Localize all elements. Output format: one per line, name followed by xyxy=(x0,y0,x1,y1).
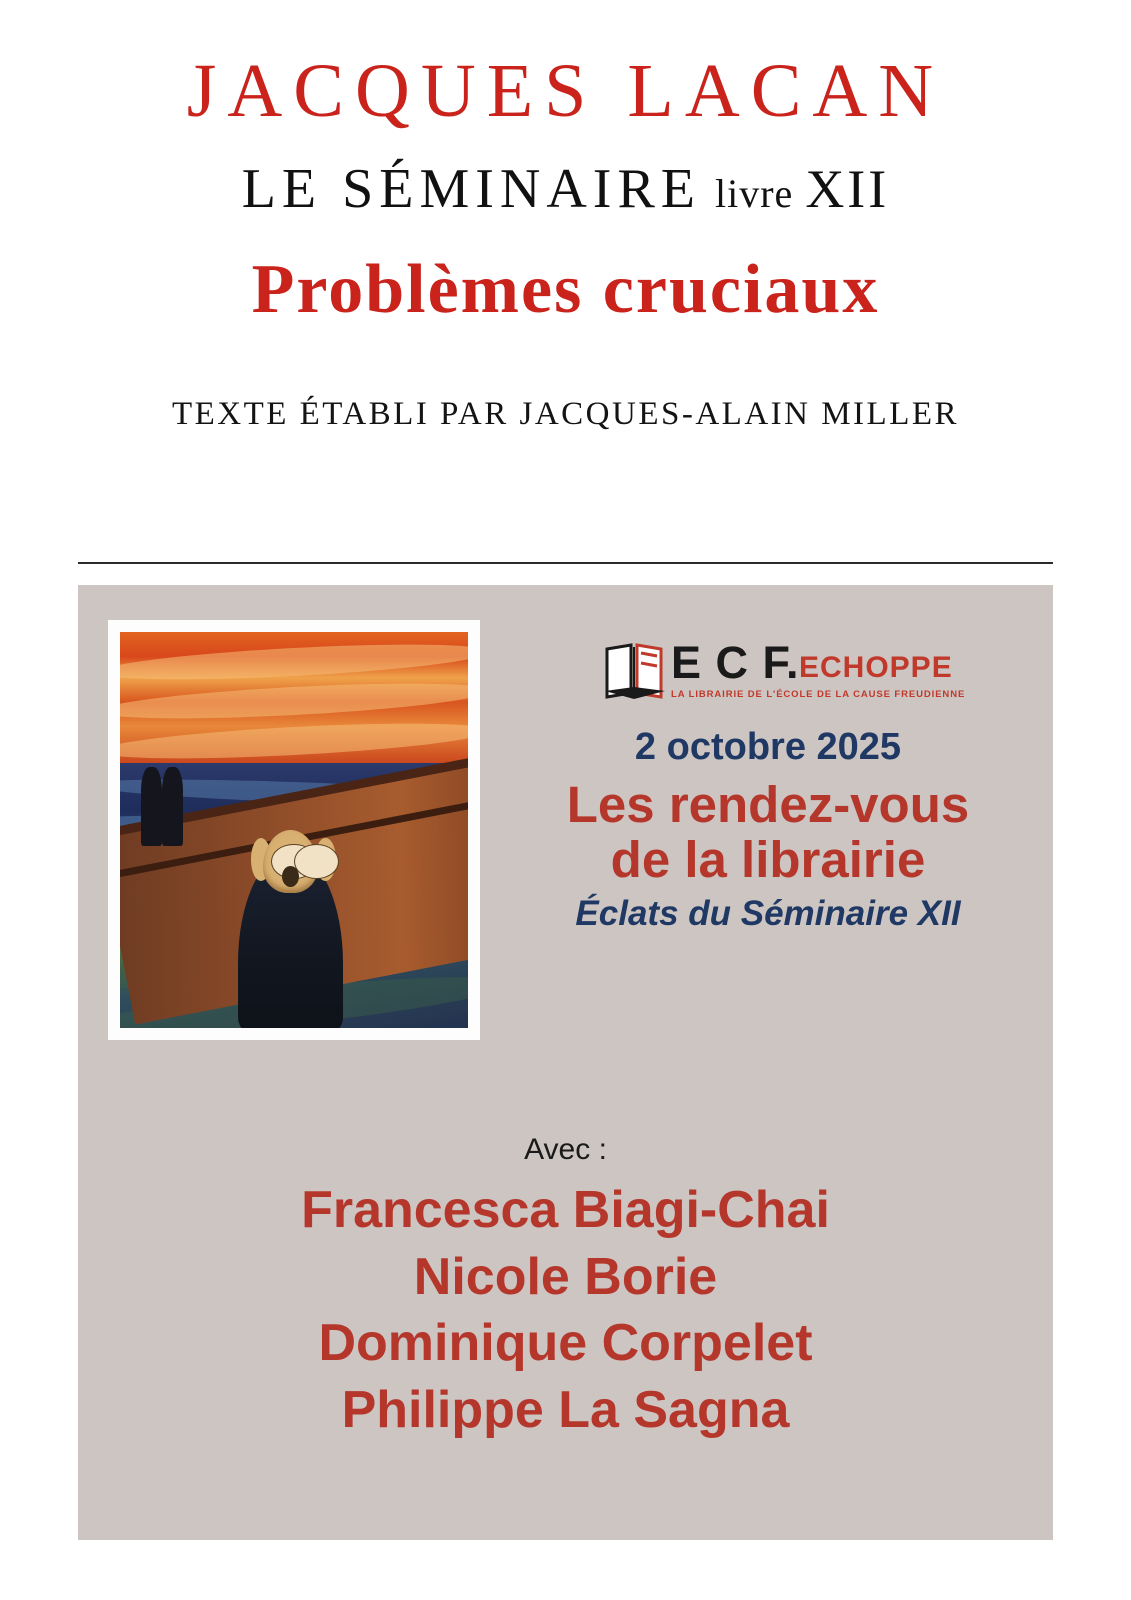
speaker-name: Dominique Corpelet xyxy=(318,1314,813,1373)
open-book-icon xyxy=(603,641,667,703)
series-number: XII xyxy=(805,158,890,219)
editor-credit: TEXTE ÉTABLI PAR JACQUES-ALAIN MILLER xyxy=(171,396,960,433)
painting-background-figure xyxy=(162,767,183,846)
speaker-name: Philippe La Sagna xyxy=(341,1380,790,1439)
ecf-echoppe-logo xyxy=(603,635,966,713)
event-title-line-2: de la librairie xyxy=(610,830,926,888)
horizontal-rule xyxy=(78,562,1053,564)
the-scream-painting xyxy=(120,632,468,1028)
series-line xyxy=(0,157,1131,220)
event-title xyxy=(498,777,1038,887)
series-name: LE SÉMINAIRE xyxy=(241,157,701,220)
cover-title-block xyxy=(0,49,1131,433)
with-label: Avec : xyxy=(524,1133,607,1166)
event-date: 2 octobre 2025 xyxy=(634,726,902,768)
logo-name: E C F. xyxy=(671,637,800,688)
logo-secondary: ECHOPPE xyxy=(799,651,953,684)
event-panel xyxy=(78,585,1053,1540)
series-livre-label: livre xyxy=(715,170,794,216)
speakers-block xyxy=(78,1075,1053,1443)
logo-tagline: LA LIBRAIRIE DE L'ÉCOLE DE LA CAUSE FREUDIENNE xyxy=(671,689,966,700)
event-details xyxy=(498,635,1038,933)
painting-background-figure xyxy=(141,767,162,846)
event-subtitle: Éclats du Séminaire XII xyxy=(575,893,961,933)
author-name: JACQUES LACAN xyxy=(186,49,945,133)
event-title-line-1: Les rendez-vous xyxy=(566,775,970,833)
artwork-frame xyxy=(108,620,480,1040)
speaker-name: Francesca Biagi-Chai xyxy=(301,1181,830,1239)
speaker-name: Nicole Borie xyxy=(413,1247,718,1306)
speakers-list xyxy=(78,1177,1053,1443)
work-title: Problèmes cruciaux xyxy=(251,250,880,328)
